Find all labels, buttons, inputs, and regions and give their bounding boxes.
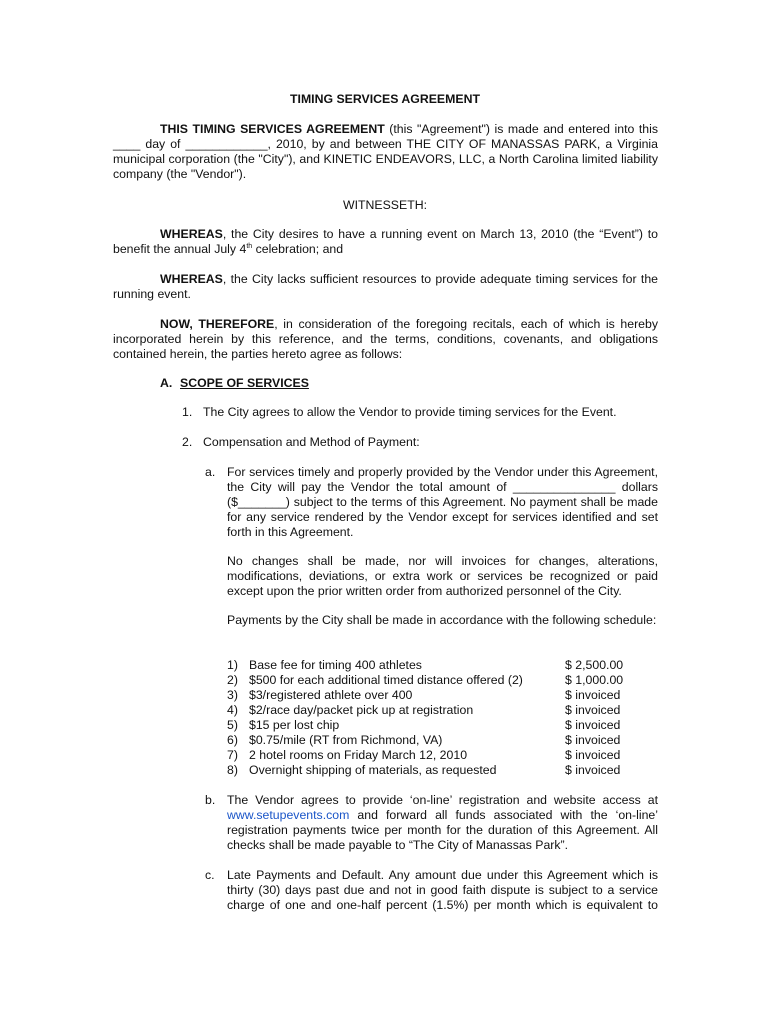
list-item-1-text: The City agrees to allow the Vendor to provide timing services for the Event. [203, 405, 617, 419]
subsection-a-paragraph-3: Payments by the City shall be made in accordance with the following schedule: [227, 613, 657, 627]
section-a-label: A. [160, 376, 173, 390]
schedule-row-amount: $ invoiced [565, 733, 621, 747]
subsection-b-text-a: The Vendor agrees to provide ‘on-line’ registration and website access at [227, 793, 658, 807]
schedule-row-description: Base fee for timing 400 athletes [249, 658, 422, 672]
section-a-title: SCOPE OF SERVICES [180, 376, 309, 390]
list-item-1-number: 1. [182, 405, 193, 419]
whereas-paragraph-2 [113, 272, 658, 302]
schedule-row-number: 6) [227, 733, 238, 747]
now-therefore-text: , in consideration of the foregoing recitals, each of which is hereby incorporated herein by this reference, and the terms, conditions, covenants, and obligations contained herein, the parties hereto agree as follows: [113, 317, 659, 361]
now-therefore-lead: NOW, THEREFORE [160, 317, 275, 331]
subsection-c [205, 868, 658, 913]
schedule-row-number: 5) [227, 718, 238, 732]
whereas-lead-1: WHEREAS [160, 227, 223, 241]
schedule-row [227, 688, 658, 703]
list-item-2-number: 2. [182, 435, 193, 449]
witnesseth-heading: WITNESSETH: [342, 198, 428, 212]
schedule-row [227, 703, 658, 718]
schedule-row-description: 2 hotel rooms on Friday March 12, 2010 [249, 748, 468, 762]
payment-schedule [227, 658, 658, 778]
subsection-a [205, 465, 658, 628]
subsection-c-label: c. [205, 868, 215, 882]
whereas-text-1b: celebration; and [252, 242, 344, 256]
subsection-a-label: a. [205, 465, 216, 479]
schedule-row-description: $2/race day/packet pick up at registration [249, 703, 474, 717]
subsection-a-paragraph-2: No changes shall be made, nor will invoices for changes, alterations, modifications, deviations, or extra work or services be recognized or paid except upon the prior written order from authorized personnel of the City. [227, 554, 658, 598]
setupevents-link[interactable]: www.setupevents.com [227, 808, 350, 822]
subsection-a-paragraph-1: For services timely and properly provided by the Vendor under this Agreement, the City will pay the Vendor the total amount of _______________ dollars ($_______) subject to the terms of this Agreement. No payment shall be made for any service rendered by the Vendor except for services identified and set forth in this Agreement. [227, 465, 658, 539]
schedule-row-description: $3/registered athlete over 400 [249, 688, 413, 702]
schedule-row [227, 763, 658, 778]
schedule-row-number: 8) [227, 763, 238, 777]
schedule-row-description: $500 for each additional timed distance offered (2) [249, 673, 523, 687]
schedule-row [227, 658, 658, 673]
now-therefore-paragraph [113, 317, 658, 362]
schedule-row-amount: $ invoiced [565, 763, 621, 777]
schedule-row-number: 1) [227, 658, 238, 672]
intro-text: (this "Agreement") is made and entered into this ____ day of ____________, 2010, by and between THE CITY OF MANASSAS PARK, a Virginia municipal corporation (the "City"), and KINETIC ENDEAVORS, LLC, a North Carolina limited liability company (the "Vendor"). [113, 122, 658, 181]
schedule-row-amount: $ invoiced [565, 718, 621, 732]
schedule-row [227, 673, 658, 688]
intro-paragraph [113, 122, 658, 182]
schedule-row-amount: $ 2,500.00 [565, 658, 624, 672]
schedule-row-amount: $ invoiced [565, 703, 621, 717]
schedule-row-description: $0.75/mile (RT from Richmond, VA) [249, 733, 443, 747]
schedule-row-number: 3) [227, 688, 238, 702]
schedule-row-amount: $ invoiced [565, 688, 621, 702]
schedule-row-number: 2) [227, 673, 238, 687]
schedule-row [227, 748, 658, 763]
subsection-c-paragraph: Late Payments and Default. Any amount due under this Agreement which is thirty (30) days past due and not in good faith dispute is subject to a service charge of one and one-half percent (1.5%) per month which is equivalent to [227, 868, 658, 912]
whereas-lead-2: WHEREAS [160, 272, 223, 286]
schedule-row-amount: $ 1,000.00 [565, 673, 624, 687]
intro-lead: THIS TIMING SERVICES AGREEMENT [160, 122, 385, 136]
whereas-paragraph-1 [113, 227, 658, 257]
document-title: TIMING SERVICES AGREEMENT [290, 92, 480, 106]
schedule-row-amount: $ invoiced [565, 748, 621, 762]
whereas-text-1a: , the City desires to have a running event on March 13, 2010 (the “Event”) to benefit the annual July 4 [113, 227, 658, 256]
schedule-row-description: $15 per lost chip [249, 718, 340, 732]
schedule-row-description: Overnight shipping of materials, as requested [249, 763, 497, 777]
schedule-row-number: 4) [227, 703, 238, 717]
list-item-2-text: Compensation and Method of Payment: [203, 435, 420, 449]
subsection-b-label: b. [205, 793, 216, 807]
schedule-row [227, 718, 658, 733]
whereas-text-2: , the City lacks sufficient resources to provide adequate timing services for the running event. [113, 272, 658, 301]
subsection-b-paragraph [227, 793, 658, 853]
schedule-row-number: 7) [227, 748, 238, 762]
schedule-row [227, 733, 658, 748]
subsection-b-text-b: and forward all funds associated with the ‘on-line’ registration payments twice per month for the duration of this Agreement. All checks shall be made payable to “The City of Manassas Park”. [227, 808, 658, 852]
whereas-sup: th [246, 242, 253, 250]
section-a-heading [160, 376, 309, 391]
subsection-b [205, 793, 658, 853]
